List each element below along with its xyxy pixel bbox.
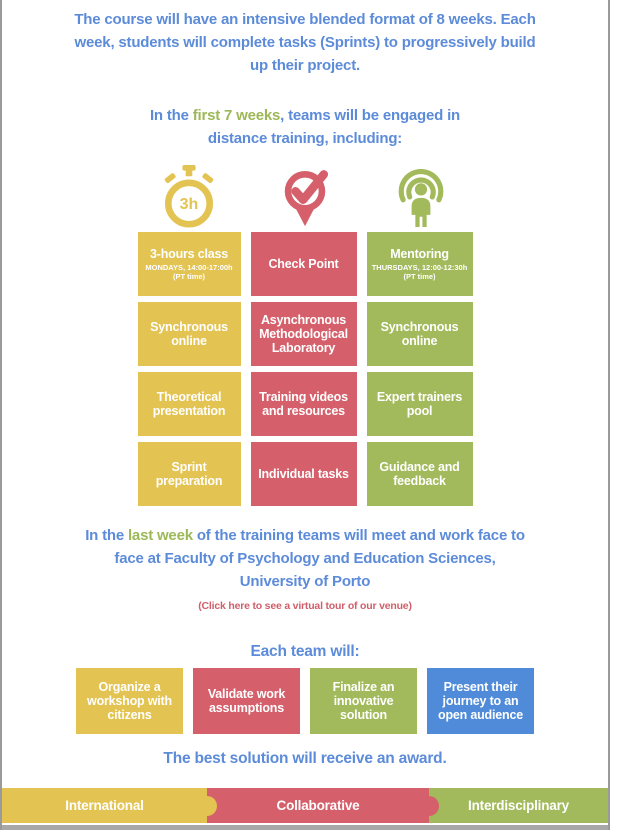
grid-cell-title: Synchronous online bbox=[380, 320, 459, 348]
grid-cell-synchronous-online-2 bbox=[367, 302, 473, 366]
team-task-row bbox=[76, 668, 534, 734]
venue-heading bbox=[79, 524, 531, 613]
grid-cell-sprint-preparation bbox=[138, 442, 241, 506]
banner-segment-international bbox=[2, 788, 207, 823]
venue-heading-prefix: In the bbox=[85, 527, 128, 544]
grid-cell-synchronous-online-1 bbox=[138, 302, 241, 366]
grid-cell-title: Mentoring bbox=[390, 247, 449, 261]
grid-cell-title: Check Point bbox=[268, 257, 339, 271]
page-bottom-edge bbox=[2, 825, 608, 830]
grid-cell-title: Sprint preparation bbox=[155, 460, 223, 488]
mentoring-broadcast-icon bbox=[370, 164, 473, 228]
grid-cell-title: Theoretical presentation bbox=[152, 390, 226, 418]
grid-cell-title: Expert trainers pool bbox=[376, 390, 463, 418]
award-text: The best solution will receive an award. bbox=[163, 750, 447, 767]
banner-segment-collaborative bbox=[207, 788, 429, 823]
banner-segment-interdisciplinary bbox=[429, 788, 608, 823]
grid-cell-subtitle: MONDAYS, 14:00-17:00h bbox=[145, 263, 233, 272]
banner-label: Interdisciplinary bbox=[468, 798, 569, 813]
task-box-finalize-solution bbox=[310, 668, 417, 734]
intro-sentence-2: Each week, students will complete tasks (Sprints) to progressively build up their project. bbox=[74, 11, 536, 74]
puzzle-bump bbox=[419, 796, 439, 816]
grid-cell-expert-trainers bbox=[367, 372, 473, 436]
grid-cell-title: 3-hours class bbox=[150, 247, 228, 261]
schedule-heading-suffix: , teams will be engaged in distance training, including: bbox=[207, 107, 461, 147]
grid-cell-guidance-feedback bbox=[367, 442, 473, 506]
banner-label: International bbox=[65, 798, 144, 813]
venue-heading-highlight: last week bbox=[127, 527, 193, 544]
venue-heading-suffix: of the training teams will meet and work face to face at Faculty of Psychology and Education Sciences, University of Porto bbox=[114, 527, 525, 590]
intro-paragraph bbox=[74, 8, 536, 77]
task-box-validate-assumptions bbox=[193, 668, 300, 734]
grid-cell-theoretical-presentation bbox=[138, 372, 241, 436]
grid-cell-check-point bbox=[251, 232, 357, 296]
grid-cell-title: Training videos and resources bbox=[259, 390, 348, 418]
footer-banner bbox=[2, 788, 608, 823]
task-label: Present their journey to an open audience bbox=[438, 680, 523, 722]
task-label: Organize a workshop with citizens bbox=[87, 680, 172, 722]
stopwatch-3h-icon bbox=[138, 164, 241, 228]
task-label: Validate work assumptions bbox=[207, 687, 286, 715]
training-grid bbox=[138, 232, 473, 506]
schedule-heading-prefix: In the bbox=[149, 107, 193, 124]
puzzle-bump bbox=[197, 796, 217, 816]
grid-cell-note: (PT time) bbox=[172, 272, 206, 281]
task-label: Finalize an innovative solution bbox=[332, 680, 395, 722]
grid-cell-note: (PT time) bbox=[403, 272, 436, 281]
grid-cell-training-videos bbox=[251, 372, 357, 436]
task-box-present-journey bbox=[427, 668, 534, 734]
virtual-tour-link[interactable]: (Click here to see a virtual tour of our venue) bbox=[198, 600, 412, 612]
grid-cell-subtitle: THURSDAYS, 12:00-12:30h bbox=[371, 263, 468, 272]
grid-cell-title: Guidance and feedback bbox=[379, 460, 460, 488]
grid-cell-mentoring bbox=[367, 232, 473, 296]
grid-cell-asynchronous-lab bbox=[251, 302, 357, 366]
grid-cell-3-hours-class bbox=[138, 232, 241, 296]
icon-row bbox=[138, 164, 473, 228]
schedule-heading bbox=[133, 104, 478, 150]
intro-sentence-1: The course will have an intensive blended format of 8 weeks. bbox=[74, 11, 497, 28]
checkpoint-pin-icon bbox=[252, 164, 358, 228]
grid-cell-title: Asynchronous Methodological Laboratory bbox=[259, 313, 348, 355]
grid-cell-individual-tasks bbox=[251, 442, 357, 506]
grid-cell-title: Synchronous online bbox=[150, 320, 228, 348]
stopwatch-3h-label: 3h bbox=[179, 196, 199, 214]
banner-label: Collaborative bbox=[276, 798, 360, 813]
grid-cell-title: Individual tasks bbox=[258, 467, 349, 481]
schedule-heading-highlight: first 7 weeks bbox=[192, 107, 281, 124]
team-heading: Each team will: bbox=[250, 643, 360, 660]
task-box-organize-workshop bbox=[76, 668, 183, 734]
